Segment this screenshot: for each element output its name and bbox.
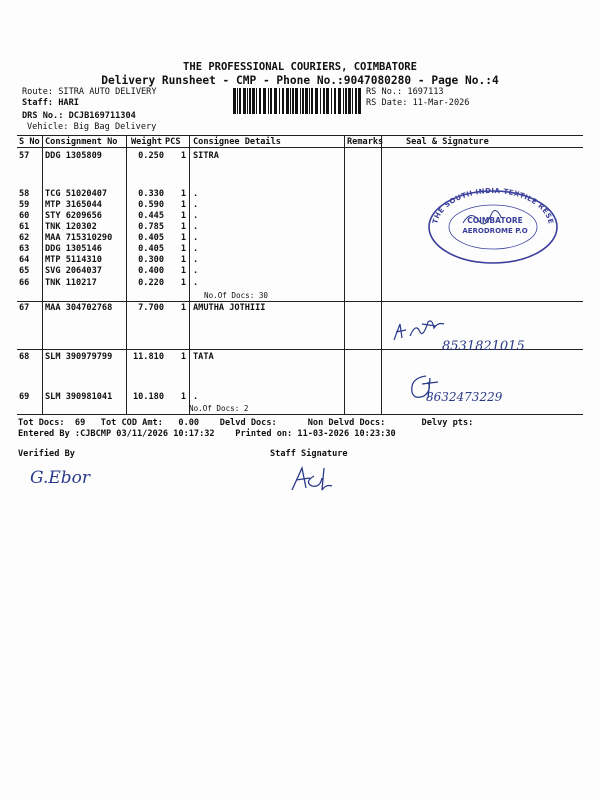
row69-phone-handwritten: 8632473229 bbox=[426, 390, 503, 404]
col-consignee: Consignee Details bbox=[193, 137, 281, 147]
row-sno: 63 bbox=[19, 244, 30, 254]
seal-stamp bbox=[421, 179, 561, 265]
verified-signature: G.Ebor bbox=[30, 468, 91, 488]
row-pcs: 1 bbox=[180, 278, 186, 288]
row-sno: 59 bbox=[19, 200, 30, 210]
row-pcs: 1 bbox=[180, 352, 186, 362]
row-consignee: . bbox=[193, 233, 199, 243]
row-consignee: . bbox=[193, 244, 199, 254]
row-consignee: . bbox=[193, 222, 199, 232]
row-sno: 61 bbox=[19, 222, 30, 232]
row-weight: 0.220 bbox=[138, 278, 164, 288]
row-pcs: 1 bbox=[180, 211, 186, 221]
col-pcs: PCS bbox=[165, 137, 181, 147]
col-sno: S No bbox=[19, 137, 40, 147]
col-remarks: Remarks bbox=[347, 137, 384, 147]
company-name: THE PROFESSIONAL COURIERS, COIMBATORE bbox=[183, 61, 417, 73]
row-consignment-no: STY 6209656 bbox=[45, 211, 102, 221]
row-consignment-no: SLM 390979799 bbox=[45, 352, 113, 362]
staff-signature-label: Staff Signature bbox=[270, 449, 348, 459]
row-consignment-no: TNK 120302 bbox=[45, 222, 97, 232]
staff-text: Staff: HARI bbox=[22, 98, 79, 108]
row-sno: 64 bbox=[19, 255, 30, 265]
row-consignment-no: DDG 1305809 bbox=[45, 151, 102, 161]
row-weight: 0.445 bbox=[138, 211, 164, 221]
runsheet-title: Delivery Runsheet - CMP - Phone No.:9047080280 - Page No.:4 bbox=[101, 74, 499, 87]
row-sno: 58 bbox=[19, 189, 30, 199]
row-weight: 10.180 bbox=[132, 392, 164, 402]
row-weight: 0.405 bbox=[138, 244, 164, 254]
row-pcs: 1 bbox=[180, 233, 186, 243]
row-weight: 7.700 bbox=[138, 303, 164, 313]
rs-number: RS No.: 1697113 bbox=[366, 87, 444, 97]
row-pcs: 1 bbox=[180, 244, 186, 254]
row-consignee: . bbox=[193, 200, 199, 210]
stamp-outer-text: THE SOUTH INDIA TEXTILE RESEARCH ASSOCIATION bbox=[421, 179, 555, 225]
row-weight: 0.250 bbox=[138, 151, 164, 161]
row-weight: 0.300 bbox=[138, 255, 164, 265]
stamp-line-2: AERODROME P.O bbox=[462, 227, 528, 235]
rs-date: RS Date: 11-Mar-2026 bbox=[366, 98, 470, 108]
drs-number: DRS No.: DCJB169711304 bbox=[22, 111, 136, 121]
staff-signature-mark bbox=[288, 464, 338, 494]
row-pcs: 1 bbox=[180, 151, 186, 161]
row-sno: 66 bbox=[19, 278, 30, 288]
entered-by-line: Entered By :CJBCMP 03/11/2026 10:17:32 Printed on: 11-03-2026 10:23:30 bbox=[18, 429, 396, 439]
row-consignment-no: SVG 2064037 bbox=[45, 266, 102, 276]
stamp-line-1: COIMBATORE bbox=[467, 216, 523, 225]
row-consignee: TATA bbox=[193, 352, 214, 362]
row-weight: 11.810 bbox=[132, 352, 164, 362]
row-pcs: 1 bbox=[180, 200, 186, 210]
row-weight: 0.330 bbox=[138, 189, 164, 199]
row-consignee: . bbox=[193, 189, 199, 199]
row-consignment-no: SLM 390981041 bbox=[45, 392, 113, 402]
row-weight: 0.400 bbox=[138, 266, 164, 276]
row-sno: 62 bbox=[19, 233, 30, 243]
vehicle-text: Vehicle: Big Bag Delivery bbox=[27, 122, 157, 132]
row-sno: 57 bbox=[19, 151, 30, 161]
row-sno: 67 bbox=[19, 303, 30, 313]
row-consignment-no: MAA 715310290 bbox=[45, 233, 113, 243]
row-consignment-no: MAA 304702768 bbox=[45, 303, 113, 313]
col-consignment: Consignment No bbox=[45, 137, 118, 147]
row67-phone-handwritten: 8531821015 bbox=[442, 339, 525, 354]
row-pcs: 1 bbox=[180, 255, 186, 265]
row-pcs: 1 bbox=[180, 266, 186, 276]
col-seal-signature: Seal & Signature bbox=[406, 137, 489, 147]
row-consignment-no: MTP 5114310 bbox=[45, 255, 102, 265]
row-pcs: 1 bbox=[180, 392, 186, 402]
row-sno: 65 bbox=[19, 266, 30, 276]
row-weight: 0.785 bbox=[138, 222, 164, 232]
row-consignee: . bbox=[193, 255, 199, 265]
row-consignee: . bbox=[193, 278, 199, 288]
row-pcs: 1 bbox=[180, 189, 186, 199]
verified-by-label: Verified By bbox=[18, 449, 75, 459]
barcode bbox=[233, 88, 363, 114]
row-sno: 68 bbox=[19, 352, 30, 362]
row-weight: 0.405 bbox=[138, 233, 164, 243]
row-consignee: . bbox=[193, 392, 199, 402]
row-weight: 0.590 bbox=[138, 200, 164, 210]
row-consignee: . bbox=[193, 266, 199, 276]
row-consignee: AMUTHA JOTHIII bbox=[193, 303, 266, 313]
row-consignment-no: TCG 51020407 bbox=[45, 189, 108, 199]
row-consignee: SITRA bbox=[193, 151, 219, 161]
col-weight: Weight bbox=[131, 137, 163, 147]
route-text: Route: SITRA AUTO DELIVERY bbox=[22, 87, 157, 97]
row-pcs: 1 bbox=[180, 222, 186, 232]
group-docs-count: No.Of Docs: 2 bbox=[189, 404, 249, 413]
row-consignment-no: TNK 110217 bbox=[45, 278, 97, 288]
row-pcs: 1 bbox=[180, 303, 186, 313]
row-consignment-no: DDG 1305146 bbox=[45, 244, 102, 254]
row-consignment-no: MTP 3165044 bbox=[45, 200, 102, 210]
row-sno: 69 bbox=[19, 392, 30, 402]
row-sno: 60 bbox=[19, 211, 30, 221]
totals-line: Tot Docs: 69 Tot COD Amt: 0.00 Delvd Docs: Non Delvd Docs: Delvy pts: bbox=[18, 418, 474, 428]
group-docs-count: No.Of Docs: 30 bbox=[204, 291, 269, 300]
row-consignee: . bbox=[193, 211, 199, 221]
